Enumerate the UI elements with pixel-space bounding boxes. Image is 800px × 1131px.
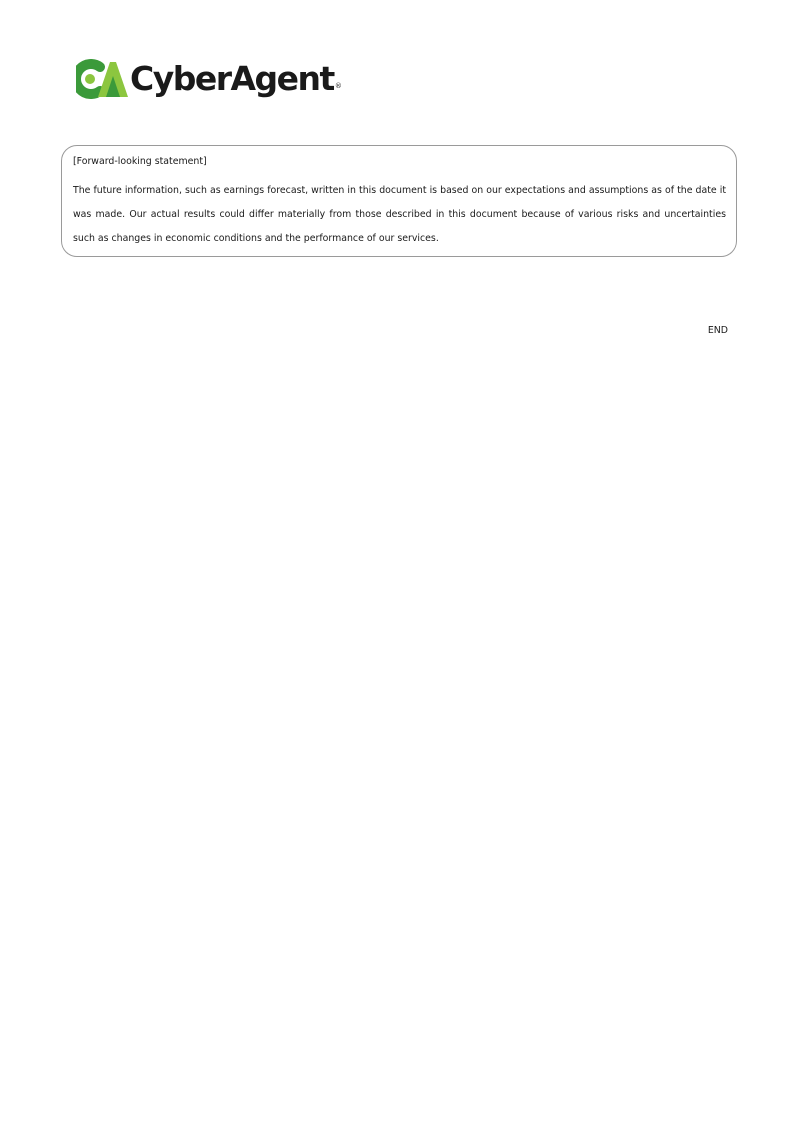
forward-looking-statement-box [61,145,737,257]
statement-body: The future information, such as earnings forecast, written in this document is based on our expectations and assumptions as of the date it was made. Our actual results could differ materially from those described in this document because of various risks and uncertainties such as changes in economic conditions and the performance of our services. [73,185,726,244]
statement-title: [Forward-looking statement] [73,156,207,167]
registered-mark: ® [334,82,342,90]
logo-wordmark: CyberAgent [130,59,334,98]
cyberagent-ca-logo-icon [76,59,128,99]
end-label: END [707,325,728,336]
cyberagent-logo [76,58,342,100]
